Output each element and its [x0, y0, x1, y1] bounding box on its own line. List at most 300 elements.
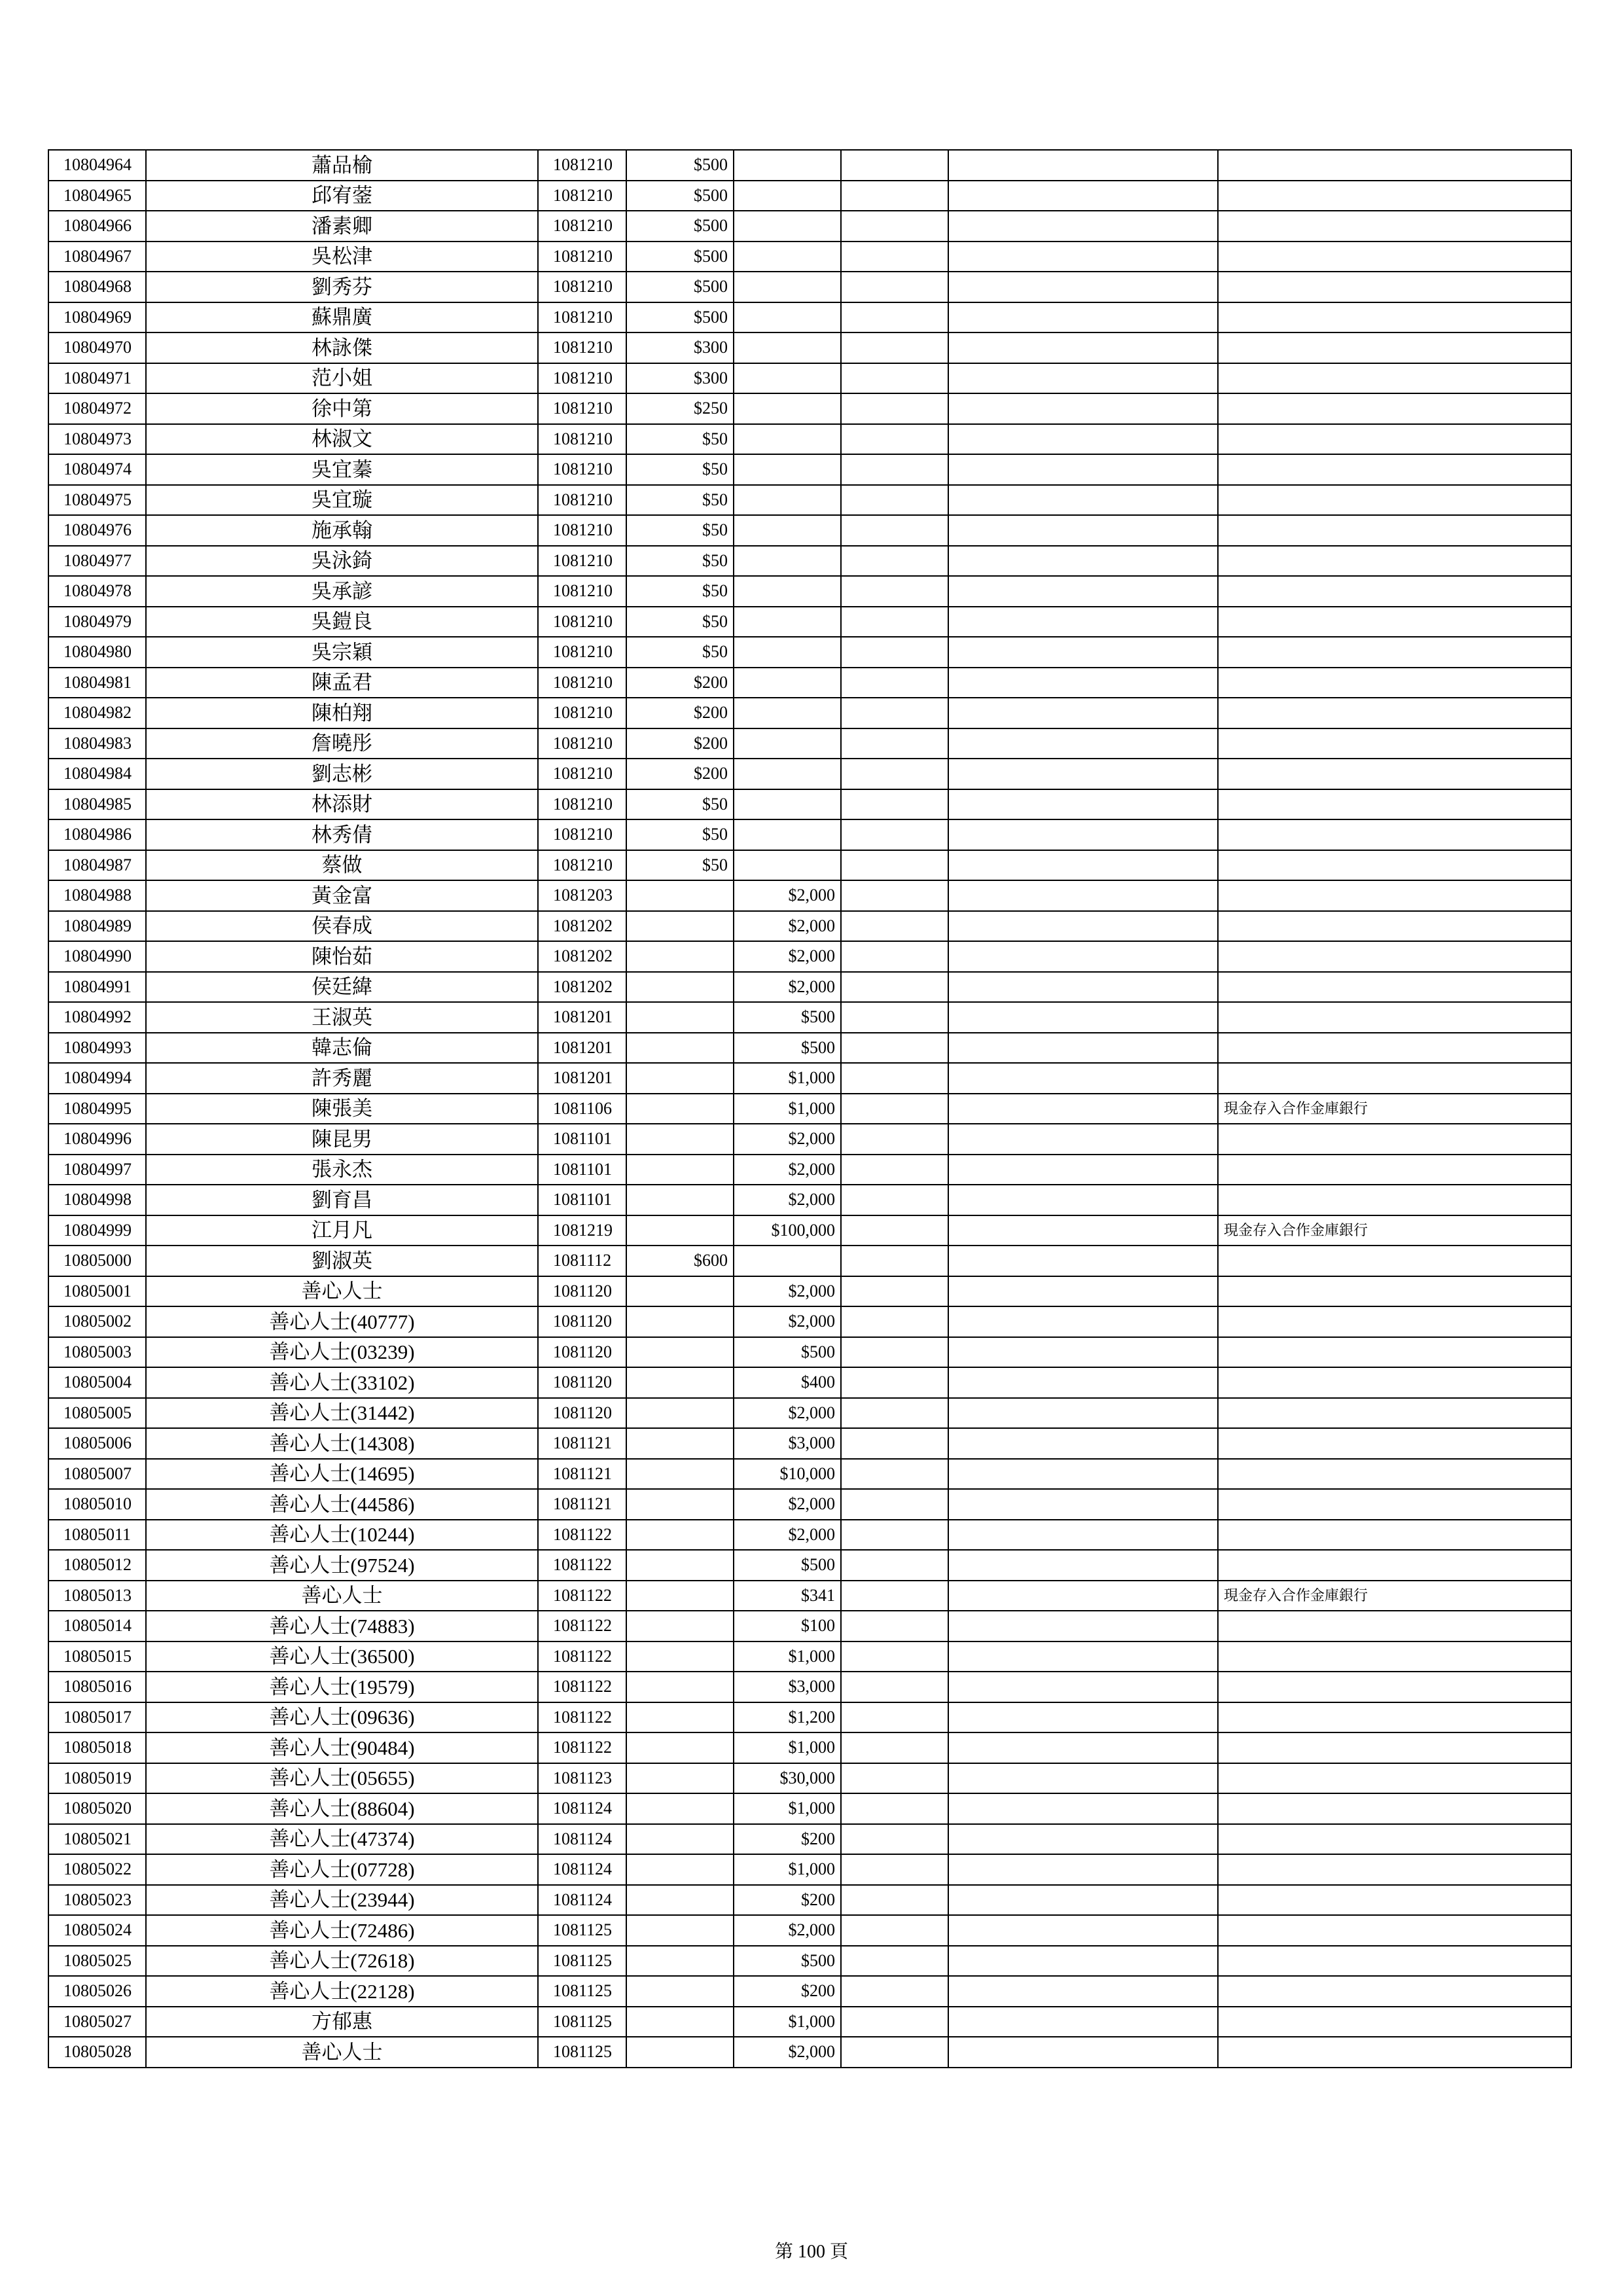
- amount-col-1: [626, 1094, 734, 1124]
- empty-col-6: [841, 1094, 948, 1124]
- receipt-number: 10804966: [48, 211, 146, 242]
- receipt-number: 10804980: [48, 637, 146, 668]
- donation-date: 1081202: [538, 972, 626, 1003]
- amount-col-2: $500: [734, 1033, 841, 1064]
- empty-col-7: [948, 1428, 1218, 1459]
- donation-date: 1081203: [538, 880, 626, 911]
- amount-col-2: $1,000: [734, 1854, 841, 1885]
- empty-col-7: [948, 1581, 1218, 1611]
- table-row: [48, 1002, 1571, 1033]
- table-row: [48, 1276, 1571, 1307]
- donation-date: 1081121: [538, 1489, 626, 1520]
- empty-col-6: [841, 302, 948, 333]
- amount-col-2: [734, 850, 841, 881]
- receipt-number: 10804981: [48, 668, 146, 698]
- amount-col-1: $500: [626, 211, 734, 242]
- empty-col-6: [841, 211, 948, 242]
- empty-col-6: [841, 1641, 948, 1672]
- amount-col-2: $2,000: [734, 1398, 841, 1429]
- amount-col-1: $500: [626, 181, 734, 211]
- amount-col-1: [626, 1489, 734, 1520]
- amount-col-2: $2,000: [734, 1915, 841, 1946]
- donor-name: 黃金富: [146, 880, 538, 911]
- donation-date: 1081210: [538, 485, 626, 516]
- donation-date: 1081202: [538, 911, 626, 942]
- donation-date: 1081124: [538, 1885, 626, 1916]
- table-row: [48, 1641, 1571, 1672]
- table-row: [48, 1306, 1571, 1337]
- remark-note: [1218, 1124, 1571, 1155]
- remark-note: [1218, 607, 1571, 637]
- empty-col-7: [948, 759, 1218, 789]
- donation-date: 1081210: [538, 181, 626, 211]
- empty-col-6: [841, 1428, 948, 1459]
- empty-col-6: [841, 485, 948, 516]
- remark-note: [1218, 242, 1571, 272]
- remark-note: [1218, 515, 1571, 546]
- receipt-number: 10804987: [48, 850, 146, 881]
- empty-col-7: [948, 485, 1218, 516]
- amount-col-1: [626, 1824, 734, 1855]
- empty-col-6: [841, 332, 948, 363]
- amount-col-2: $2,000: [734, 880, 841, 911]
- amount-col-1: $500: [626, 150, 734, 181]
- remark-note: [1218, 698, 1571, 728]
- receipt-number: 10805012: [48, 1550, 146, 1581]
- donation-date: 1081201: [538, 1063, 626, 1094]
- remark-note: [1218, 880, 1571, 911]
- table-row: [48, 1155, 1571, 1185]
- empty-col-6: [841, 789, 948, 820]
- amount-col-1: $50: [626, 454, 734, 485]
- empty-col-6: [841, 1002, 948, 1033]
- remark-note: [1218, 1763, 1571, 1794]
- remark-note: 現金存入合作金庫銀行: [1218, 1581, 1571, 1611]
- table-row: [48, 1581, 1571, 1611]
- donor-name: 林秀倩: [146, 819, 538, 850]
- receipt-number: 10805021: [48, 1824, 146, 1855]
- amount-col-2: [734, 302, 841, 333]
- empty-col-7: [948, 2037, 1218, 2068]
- empty-col-7: [948, 1550, 1218, 1581]
- empty-col-6: [841, 1915, 948, 1946]
- donor-name: 蕭品榆: [146, 150, 538, 181]
- receipt-number: 10805025: [48, 1946, 146, 1977]
- donor-name: 善心人士(40777): [146, 1306, 538, 1337]
- empty-col-7: [948, 302, 1218, 333]
- empty-col-6: [841, 1215, 948, 1246]
- amount-col-1: [626, 1033, 734, 1064]
- receipt-number: 10804997: [48, 1155, 146, 1185]
- donor-name: 善心人士: [146, 2037, 538, 2068]
- donation-date: 1081210: [538, 150, 626, 181]
- table-row: [48, 819, 1571, 850]
- empty-col-6: [841, 698, 948, 728]
- receipt-number: 10804968: [48, 272, 146, 302]
- table-row: [48, 1793, 1571, 1824]
- table-row: [48, 1520, 1571, 1551]
- donor-name: 徐中第: [146, 393, 538, 424]
- donation-date: 1081122: [538, 1672, 626, 1702]
- empty-col-7: [948, 1732, 1218, 1763]
- empty-col-7: [948, 1824, 1218, 1855]
- empty-col-6: [841, 1793, 948, 1824]
- remark-note: [1218, 1946, 1571, 1977]
- empty-col-7: [948, 1915, 1218, 1946]
- receipt-number: 10804984: [48, 759, 146, 789]
- empty-col-6: [841, 1520, 948, 1551]
- empty-col-7: [948, 1489, 1218, 1520]
- empty-col-6: [841, 1155, 948, 1185]
- amount-col-1: [626, 1367, 734, 1398]
- donor-name: 善心人士: [146, 1276, 538, 1307]
- empty-col-6: [841, 1976, 948, 2007]
- empty-col-6: [841, 1824, 948, 1855]
- donor-name: 善心人士(88604): [146, 1793, 538, 1824]
- donor-name: 范小姐: [146, 363, 538, 394]
- donation-date: 1081219: [538, 1215, 626, 1246]
- amount-col-2: [734, 607, 841, 637]
- empty-col-7: [948, 972, 1218, 1003]
- table-row: [48, 1824, 1571, 1855]
- donation-date: 1081120: [538, 1276, 626, 1307]
- donation-date: 1081210: [538, 607, 626, 637]
- amount-col-2: $1,000: [734, 1732, 841, 1763]
- remark-note: [1218, 1550, 1571, 1581]
- donor-name: 善心人士(22128): [146, 1976, 538, 2007]
- amount-col-2: $10,000: [734, 1459, 841, 1490]
- remark-note: [1218, 1641, 1571, 1672]
- amount-col-2: [734, 789, 841, 820]
- receipt-number: 10805004: [48, 1367, 146, 1398]
- table-row: [48, 1398, 1571, 1429]
- empty-col-6: [841, 1337, 948, 1368]
- remark-note: [1218, 181, 1571, 211]
- amount-col-1: [626, 1946, 734, 1977]
- empty-col-6: [841, 1581, 948, 1611]
- donor-name: 善心人士(05655): [146, 1763, 538, 1794]
- table-row: [48, 911, 1571, 942]
- receipt-number: 10804994: [48, 1063, 146, 1094]
- empty-col-6: [841, 2007, 948, 2037]
- empty-col-7: [948, 1854, 1218, 1885]
- donation-ledger-table: [48, 149, 1572, 2068]
- remark-note: 現金存入合作金庫銀行: [1218, 1215, 1571, 1246]
- donation-date: 1081202: [538, 941, 626, 972]
- donation-date: 1081120: [538, 1398, 626, 1429]
- empty-col-6: [841, 272, 948, 302]
- amount-col-2: [734, 546, 841, 577]
- empty-col-6: [841, 850, 948, 881]
- receipt-number: 10805006: [48, 1428, 146, 1459]
- amount-col-1: $500: [626, 302, 734, 333]
- empty-col-7: [948, 637, 1218, 668]
- empty-col-6: [841, 1672, 948, 1702]
- amount-col-2: [734, 637, 841, 668]
- empty-col-7: [948, 911, 1218, 942]
- amount-col-2: $1,000: [734, 1793, 841, 1824]
- donor-name: 潘素卿: [146, 211, 538, 242]
- remark-note: [1218, 393, 1571, 424]
- empty-col-6: [841, 424, 948, 455]
- receipt-number: 10805023: [48, 1885, 146, 1916]
- receipt-number: 10805015: [48, 1641, 146, 1672]
- donation-date: 1081210: [538, 454, 626, 485]
- donation-date: 1081125: [538, 1946, 626, 1977]
- donor-name: 劉淑英: [146, 1246, 538, 1276]
- amount-col-2: $200: [734, 1824, 841, 1855]
- table-row: [48, 454, 1571, 485]
- donor-name: 施承翰: [146, 515, 538, 546]
- empty-col-7: [948, 393, 1218, 424]
- empty-col-7: [948, 454, 1218, 485]
- table-row: [48, 1489, 1571, 1520]
- empty-col-7: [948, 332, 1218, 363]
- receipt-number: 10805020: [48, 1793, 146, 1824]
- receipt-number: 10804977: [48, 546, 146, 577]
- receipt-number: 10804974: [48, 454, 146, 485]
- donation-date: 1081124: [538, 1793, 626, 1824]
- receipt-number: 10804964: [48, 150, 146, 181]
- amount-col-1: [626, 1276, 734, 1307]
- amount-col-2: $2,000: [734, 1520, 841, 1551]
- table-row: [48, 1246, 1571, 1276]
- remark-note: [1218, 1732, 1571, 1763]
- empty-col-7: [948, 789, 1218, 820]
- table-row: [48, 1611, 1571, 1641]
- amount-col-1: [626, 1793, 734, 1824]
- receipt-number: 10804985: [48, 789, 146, 820]
- receipt-number: 10805026: [48, 1976, 146, 2007]
- empty-col-6: [841, 576, 948, 607]
- amount-col-2: $30,000: [734, 1763, 841, 1794]
- table-row: [48, 363, 1571, 394]
- remark-note: [1218, 941, 1571, 972]
- amount-col-2: $400: [734, 1367, 841, 1398]
- amount-col-1: [626, 1337, 734, 1368]
- donation-date: 1081101: [538, 1155, 626, 1185]
- empty-col-7: [948, 424, 1218, 455]
- donor-name: 陳孟君: [146, 668, 538, 698]
- table-row: [48, 1976, 1571, 2007]
- amount-col-2: [734, 515, 841, 546]
- amount-col-1: [626, 1063, 734, 1094]
- table-row: [48, 1337, 1571, 1368]
- amount-col-2: [734, 759, 841, 789]
- donor-name: 吳松津: [146, 242, 538, 272]
- receipt-number: 10805022: [48, 1854, 146, 1885]
- amount-col-2: $100: [734, 1611, 841, 1641]
- remark-note: [1218, 1033, 1571, 1064]
- empty-col-6: [841, 1946, 948, 1977]
- amount-col-1: [626, 1306, 734, 1337]
- receipt-number: 10804972: [48, 393, 146, 424]
- remark-note: [1218, 1915, 1571, 1946]
- donor-name: 劉秀芬: [146, 272, 538, 302]
- receipt-number: 10804996: [48, 1124, 146, 1155]
- empty-col-6: [841, 1276, 948, 1307]
- amount-col-2: [734, 668, 841, 698]
- table-row: [48, 1732, 1571, 1763]
- remark-note: [1218, 424, 1571, 455]
- amount-col-2: [734, 393, 841, 424]
- empty-col-7: [948, 1185, 1218, 1215]
- empty-col-6: [841, 393, 948, 424]
- donation-date: 1081122: [538, 1611, 626, 1641]
- empty-col-6: [841, 1033, 948, 1064]
- donation-date: 1081121: [538, 1459, 626, 1490]
- amount-col-1: $200: [626, 759, 734, 789]
- remark-note: [1218, 1276, 1571, 1307]
- donor-name: 吳鎧良: [146, 607, 538, 637]
- empty-col-7: [948, 211, 1218, 242]
- receipt-number: 10805010: [48, 1489, 146, 1520]
- receipt-number: 10805013: [48, 1581, 146, 1611]
- receipt-number: 10804965: [48, 181, 146, 211]
- empty-col-7: [948, 181, 1218, 211]
- receipt-number: 10805024: [48, 1915, 146, 1946]
- table-row: [48, 607, 1571, 637]
- empty-col-7: [948, 1367, 1218, 1398]
- remark-note: [1218, 1428, 1571, 1459]
- amount-col-1: $300: [626, 332, 734, 363]
- table-row: [48, 1215, 1571, 1246]
- donor-name: 林添財: [146, 789, 538, 820]
- amount-col-1: [626, 1459, 734, 1490]
- remark-note: [1218, 759, 1571, 789]
- amount-col-1: $250: [626, 393, 734, 424]
- table-row: [48, 272, 1571, 302]
- remark-note: [1218, 1520, 1571, 1551]
- remark-note: [1218, 1367, 1571, 1398]
- donation-date: 1081122: [538, 1702, 626, 1733]
- amount-col-2: $100,000: [734, 1215, 841, 1246]
- donor-name: 方郁惠: [146, 2007, 538, 2037]
- amount-col-2: $2,000: [734, 1155, 841, 1185]
- amount-col-2: $341: [734, 1581, 841, 1611]
- empty-col-7: [948, 1793, 1218, 1824]
- remark-note: [1218, 1063, 1571, 1094]
- remark-note: [1218, 850, 1571, 881]
- amount-col-2: [734, 150, 841, 181]
- amount-col-1: [626, 1611, 734, 1641]
- table-row: [48, 242, 1571, 272]
- donor-name: 吳宗穎: [146, 637, 538, 668]
- amount-col-1: [626, 1672, 734, 1702]
- table-row: [48, 150, 1571, 181]
- empty-col-7: [948, 1611, 1218, 1641]
- amount-col-2: [734, 454, 841, 485]
- empty-col-7: [948, 1276, 1218, 1307]
- remark-note: [1218, 485, 1571, 516]
- donation-date: 1081125: [538, 1976, 626, 2007]
- empty-col-6: [841, 1246, 948, 1276]
- empty-col-7: [948, 668, 1218, 698]
- empty-col-6: [841, 1732, 948, 1763]
- donation-date: 1081210: [538, 424, 626, 455]
- table-row: [48, 698, 1571, 728]
- amount-col-2: [734, 211, 841, 242]
- empty-col-6: [841, 911, 948, 942]
- amount-col-1: [626, 1702, 734, 1733]
- table-row: [48, 1428, 1571, 1459]
- empty-col-7: [948, 1459, 1218, 1490]
- receipt-number: 10805017: [48, 1702, 146, 1733]
- empty-col-6: [841, 1398, 948, 1429]
- donation-date: 1081210: [538, 698, 626, 728]
- table-row: [48, 1550, 1571, 1581]
- receipt-number: 10805014: [48, 1611, 146, 1641]
- donor-name: 劉育昌: [146, 1185, 538, 1215]
- donation-date: 1081210: [538, 576, 626, 607]
- empty-col-6: [841, 880, 948, 911]
- donor-name: 善心人士(14308): [146, 1428, 538, 1459]
- remark-note: [1218, 211, 1571, 242]
- empty-col-7: [948, 242, 1218, 272]
- amount-col-2: $200: [734, 1885, 841, 1916]
- table-row: [48, 485, 1571, 516]
- empty-col-6: [841, 1763, 948, 1794]
- empty-col-6: [841, 668, 948, 698]
- amount-col-2: $2,000: [734, 2037, 841, 2068]
- empty-col-7: [948, 1763, 1218, 1794]
- amount-col-1: [626, 1976, 734, 2007]
- table-row: [48, 1124, 1571, 1155]
- table-row: [48, 2037, 1571, 2068]
- donor-name: 善心人士(14695): [146, 1459, 538, 1490]
- receipt-number: 10805019: [48, 1763, 146, 1794]
- table-row: [48, 668, 1571, 698]
- amount-col-2: $1,000: [734, 1094, 841, 1124]
- remark-note: [1218, 1489, 1571, 1520]
- empty-col-7: [948, 698, 1218, 728]
- donation-date: 1081210: [538, 637, 626, 668]
- donor-name: 韓志倫: [146, 1033, 538, 1064]
- donor-name: 吳承諺: [146, 576, 538, 607]
- amount-col-1: [626, 2037, 734, 2068]
- donation-date: 1081124: [538, 1854, 626, 1885]
- remark-note: [1218, 1185, 1571, 1215]
- amount-col-2: $2,000: [734, 1489, 841, 1520]
- amount-col-2: [734, 698, 841, 728]
- empty-col-7: [948, 1246, 1218, 1276]
- donation-date: 1081112: [538, 1246, 626, 1276]
- remark-note: [1218, 972, 1571, 1003]
- table-row: [48, 2007, 1571, 2037]
- amount-col-2: $2,000: [734, 1124, 841, 1155]
- empty-col-7: [948, 728, 1218, 759]
- donor-name: 詹曉彤: [146, 728, 538, 759]
- amount-col-1: [626, 1002, 734, 1033]
- table-row: [48, 1915, 1571, 1946]
- empty-col-7: [948, 607, 1218, 637]
- donor-name: 善心人士(44586): [146, 1489, 538, 1520]
- empty-col-7: [948, 1002, 1218, 1033]
- amount-col-1: $500: [626, 242, 734, 272]
- empty-col-6: [841, 1885, 948, 1916]
- donation-date: 1081210: [538, 850, 626, 881]
- table-row: [48, 546, 1571, 577]
- table-row: [48, 181, 1571, 211]
- amount-col-2: $200: [734, 1976, 841, 2007]
- amount-col-1: [626, 1155, 734, 1185]
- donor-name: 善心人士(23944): [146, 1885, 538, 1916]
- amount-col-2: $1,200: [734, 1702, 841, 1733]
- table-row: [48, 637, 1571, 668]
- amount-col-1: [626, 1854, 734, 1885]
- empty-col-7: [948, 546, 1218, 577]
- donor-name: 許秀麗: [146, 1063, 538, 1094]
